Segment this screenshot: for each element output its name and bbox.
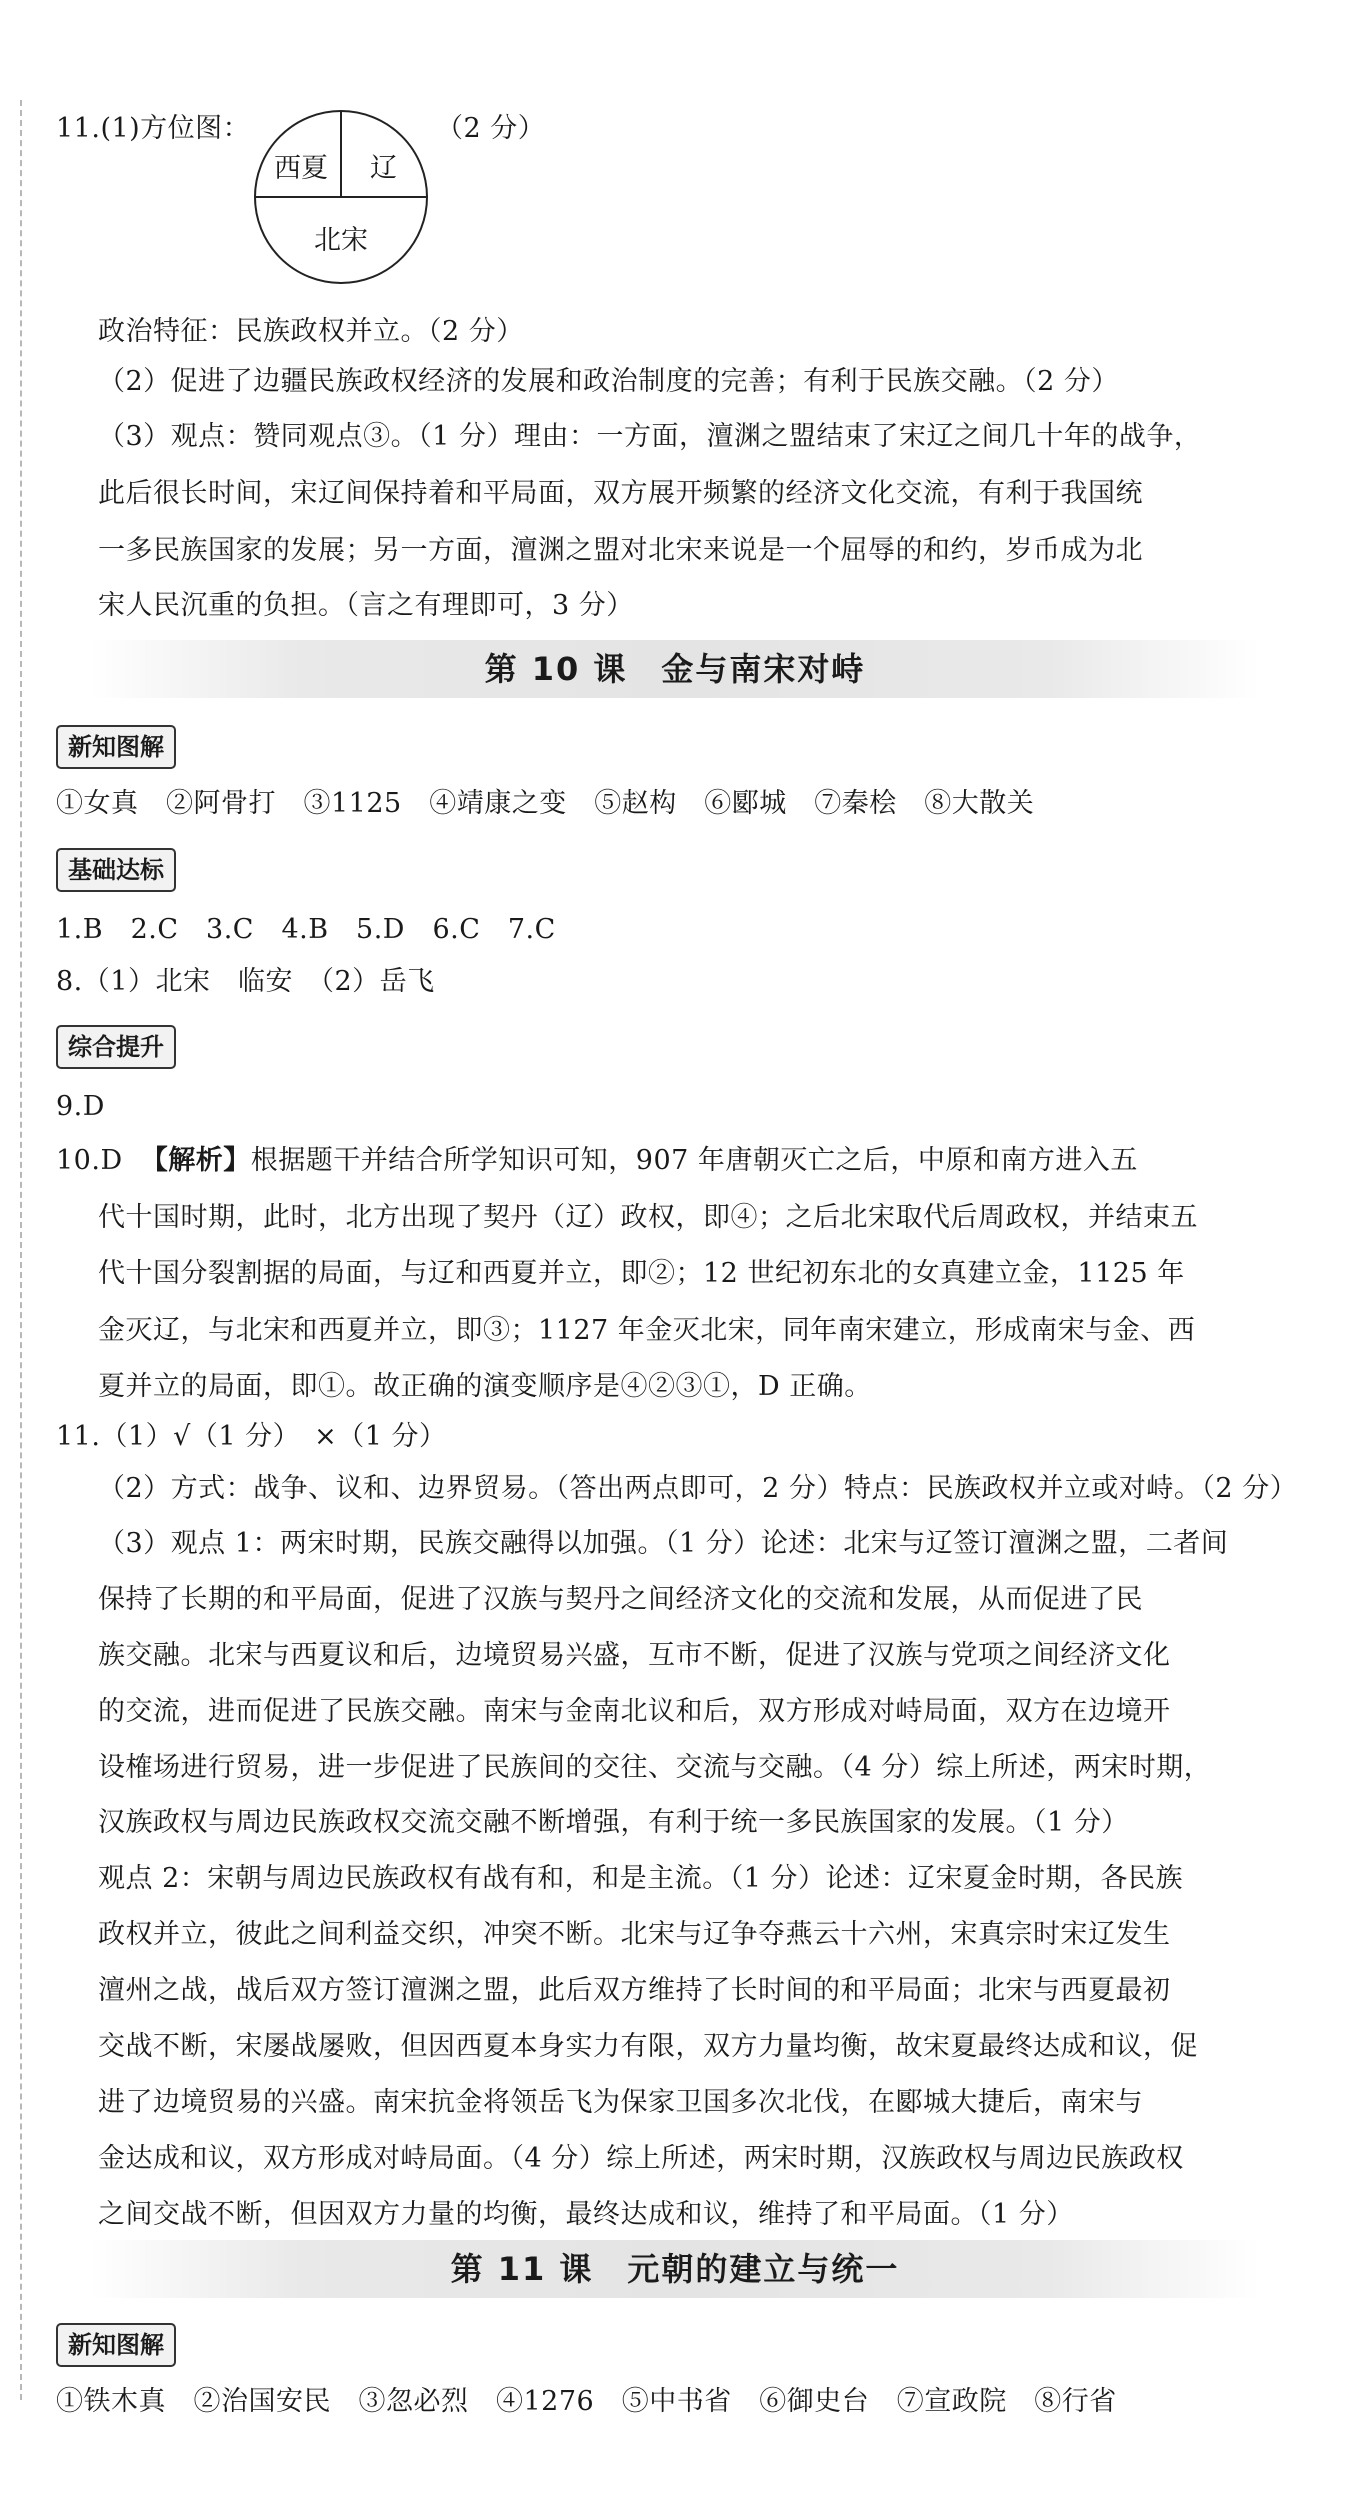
text-line: 交战不断，宋屡战屡败，但因西夏本身实力有限，双方力量均衡，故宋夏最终达成和议，促	[98, 2031, 1198, 2062]
lesson-10-title: 第 10 课 金与南宋对峙	[90, 640, 1260, 698]
compass-diagram	[252, 108, 430, 286]
compass-circle	[252, 108, 430, 286]
q10-first-line: 根据题干并结合所学知识可知，907 年唐朝灭亡之后，中原和南方进入五	[250, 1145, 1138, 1176]
text-line: 此后很长时间，宋辽间保持着和平局面，双方展开频繁的经济文化交流，有利于我国统	[98, 478, 1143, 509]
text-line: 代十国分裂割据的局面，与辽和西夏并立，即②；12 世纪初东北的女真建立金，1125 年	[98, 1258, 1185, 1289]
text-line: 金灭辽，与北宋和西夏并立，即③；1127 年金灭北宋，同年南宋建立，形成南宋与金、西	[98, 1315, 1196, 1346]
compass-label-beisong: 北宋	[314, 225, 368, 256]
text-line: 之间交战不断，但因双方力量的均衡，最终达成和议，维持了和平局面。（1 分）	[98, 2199, 1074, 2230]
text-line: 11.（1）√（1 分） ×（1 分）	[56, 1421, 447, 1452]
text-line: 设榷场进行贸易，进一步促进了民族间的交往、交流与交融。（4 分）综上所述，两宋时期，	[98, 1752, 1212, 1783]
text-line: 金达成和议，双方形成对峙局面。（4 分）综上所述，两宋时期，汉族政权与周边民族政权	[98, 2143, 1184, 2174]
text-line: 族交融。北宋与西夏议和后，边境贸易兴盛，互市不断，促进了汉族与党项之间经济文化	[98, 1640, 1171, 1671]
answer-q9: 9.D	[56, 1091, 105, 1122]
section-tag-new-knowledge: 新知图解	[56, 725, 176, 769]
answers-basic-2: 8.（1）北宋 临安 （2）岳飞	[56, 966, 435, 997]
text-line: 一多民族国家的发展；另一方面，澶渊之盟对北宋来说是一个屈辱的和约，岁币成为北	[98, 535, 1143, 566]
q11-prefix: 11.(1)方位图：	[56, 113, 251, 144]
text-line: 的交流，进而促进了民族交融。南宋与金南北议和后，双方形成对峙局面，双方在边境开	[98, 1696, 1171, 1727]
analysis-tag: 【解析】	[140, 1145, 251, 1176]
compass-label-liao: 辽	[370, 153, 397, 184]
lesson-11-title: 第 11 课 元朝的建立与统一	[90, 2240, 1260, 2298]
text-line: （3）观点：赞同观点③。（1 分）理由：一方面，澶渊之盟结束了宋辽之间几十年的战争，	[98, 421, 1202, 452]
text-line: 汉族政权与周边民族政权交流交融不断增强，有利于统一多民族国家的发展。（1 分）	[98, 1807, 1129, 1838]
text-line: （2）方式：战争、议和、边界贸易。（答出两点即可，2 分）特点：民族政权并立或对峙。（2 分）	[98, 1473, 1298, 1504]
text-line: （2）促进了边疆民族政权经济的发展和政治制度的完善；有利于民族交融。（2 分）	[98, 366, 1119, 397]
section-tag-comprehensive: 综合提升	[56, 1025, 176, 1069]
compass-label-xixia: 西夏	[274, 153, 328, 184]
text-line: 保持了长期的和平局面，促进了汉族与契丹之间经济文化的交流和发展，从而促进了民	[98, 1584, 1143, 1615]
answers-new-knowledge: ①铁木真 ②治国安民 ③忽必烈 ④1276 ⑤中书省 ⑥御史台 ⑦宣政院 ⑧行省	[56, 2386, 1117, 2417]
text-line: 宋人民沉重的负担。（言之有理即可，3 分）	[98, 590, 634, 621]
text-line: 代十国时期，此时，北方出现了契丹（辽）政权，即④；之后北宋取代后周政权，并结束五	[98, 1202, 1198, 1233]
section-tag-new-knowledge: 新知图解	[56, 2323, 176, 2367]
answers-basic-1: 1.B 2.C 3.C 4.B 5.D 6.C 7.C	[56, 914, 556, 945]
section-tag-basic: 基础达标	[56, 848, 176, 892]
text-line: 进了边境贸易的兴盛。南宋抗金将领岳飞为保家卫国多次北伐，在郾城大捷后，南宋与	[98, 2087, 1143, 2118]
binding-margin-line	[20, 100, 22, 2400]
text-line: （3）观点 1：两宋时期，民族交融得以加强。（1 分）论述：北宋与辽签订澶渊之盟，二者间	[98, 1528, 1229, 1559]
q10-answer: 10.D	[56, 1145, 123, 1176]
q11-compass-score: （2 分）	[436, 113, 546, 144]
text-line: 政权并立，彼此之间利益交织，冲突不断。北宋与辽争夺燕云十六州，宋真宗时宋辽发生	[98, 1919, 1171, 1950]
text-line: 夏并立的局面，即①。故正确的演变顺序是④②③①，D 正确。	[98, 1371, 872, 1402]
q10-line	[56, 1144, 1138, 1178]
text-line: 观点 2：宋朝与周边民族政权有战有和，和是主流。（1 分）论述：辽宋夏金时期，各民族	[98, 1863, 1184, 1894]
answers-new-knowledge: ①女真 ②阿骨打 ③1125 ④靖康之变 ⑤赵构 ⑥郾城 ⑦秦桧 ⑧大散关	[56, 788, 1035, 819]
text-line: 澶州之战，战后双方签订澶渊之盟，此后双方维持了长时间的和平局面；北宋与西夏最初	[98, 1975, 1171, 2006]
text-line: 政治特征：民族政权并立。（2 分）	[98, 316, 524, 347]
